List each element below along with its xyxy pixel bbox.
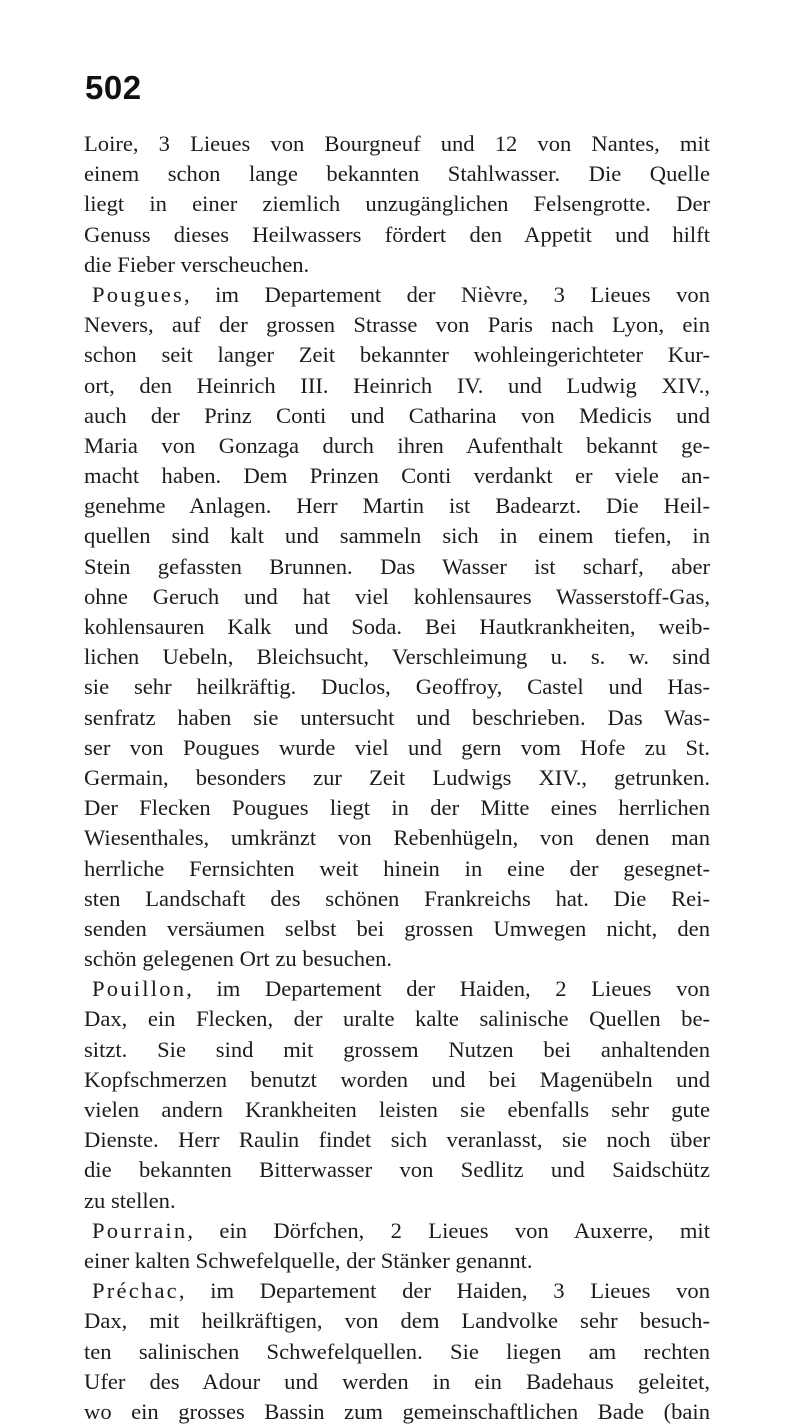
line-text: Der Flecken Pougues liegt in der Mitte eines herrlichen	[84, 795, 710, 821]
line-text: quellen sind kalt und sammeln sich in einem tiefen, in	[84, 523, 710, 549]
line-text: sitzt. Sie sind mit grossem Nutzen bei anhaltenden	[84, 1036, 710, 1062]
text-line	[84, 220, 710, 250]
line-text: Germain, besonders zur Zeit Ludwigs XIV., getrunken.	[84, 764, 710, 790]
line-text: auch der Prinz Conti und Catharina von Medicis und	[84, 402, 710, 428]
line-text: ser von Pougues wurde viel und gern vom Hofe zu St.	[84, 734, 710, 760]
text-line	[84, 280, 710, 310]
line-text: genehme Anlagen. Herr Martin ist Badearzt. Die Heil-	[84, 493, 710, 519]
line-text: Stein gefassten Brunnen. Das Wasser ist scharf, aber	[84, 553, 710, 579]
line-text: Loire, 3 Lieues von Bourgneuf und 12 von Nantes, mit	[84, 131, 710, 156]
text-line	[84, 733, 710, 763]
text-line	[84, 1216, 710, 1246]
text-line	[84, 129, 710, 159]
line-text: , im Departement der Haiden, 2 Lieues von	[186, 976, 710, 1002]
text-line	[84, 521, 710, 551]
text-line	[84, 1306, 710, 1336]
line-text: schon seit langer Zeit bekannter wohleingerichteter Kur-	[84, 342, 710, 368]
line-text: kohlensauren Kalk und Soda. Bei Hautkrankheiten, weib-	[84, 614, 710, 639]
text-line	[84, 974, 710, 1004]
line-text: Maria von Gonzaga durch ihren Aufenthalt bekannt ge-	[84, 432, 710, 458]
line-text: herrliche Fernsichten weit hinein in eine der gesegnet-	[84, 855, 710, 881]
line-text: einer kalten Schwefelquelle, der Stänker genannt.	[84, 1247, 533, 1273]
text-line	[84, 189, 710, 219]
line-text: wo ein grosses Bassin zum gemeinschaftlichen Bade (bain	[84, 1398, 710, 1424]
line-text: die Fieber verscheuchen.	[84, 251, 310, 277]
text-line	[84, 1367, 710, 1397]
text-line	[84, 703, 710, 733]
text-line	[84, 854, 710, 884]
text-line	[84, 310, 710, 340]
line-text: liegt in einer ziemlich unzugänglichen Felsengrotte. Der	[84, 191, 710, 217]
text-line	[84, 1035, 710, 1065]
line-text: sten Landschaft des schönen Frankreichs hat. Die Rei-	[84, 885, 710, 911]
place-name: Pougues	[92, 281, 184, 307]
line-text: Ufer des Adour und werden in ein Badehaus geleitet,	[84, 1368, 710, 1394]
line-text: einem schon lange bekannten Stahlwasser. Die Quelle	[84, 161, 710, 187]
line-text: ort, den Heinrich III. Heinrich IV. und Ludwig XIV.,	[84, 372, 710, 398]
line-text: zu stellen.	[84, 1187, 176, 1213]
text-line	[84, 672, 710, 702]
text-line	[84, 340, 710, 370]
text-line	[84, 159, 710, 189]
text-line	[84, 763, 710, 793]
text-line	[84, 491, 710, 521]
text-line	[84, 1246, 710, 1276]
line-text: Genuss dieses Heilwassers fördert den Appetit und hilft	[84, 221, 710, 247]
line-text: Dax, ein Flecken, der uralte kalte salinische Quellen be-	[84, 1006, 710, 1032]
line-text: , im Departement der Nièvre, 3 Lieues von	[183, 281, 710, 307]
line-text: ohne Geruch und hat viel kohlensaures Wasserstoff-Gas,	[84, 583, 710, 609]
line-text: lichen Uebeln, Bleichsucht, Verschleimung u. s. w. sind	[84, 644, 710, 670]
text-line	[84, 612, 710, 642]
text-line	[84, 944, 710, 974]
text-line	[84, 371, 710, 401]
text-line	[84, 823, 710, 853]
place-name: Pouillon	[92, 976, 187, 1002]
line-text: Dienste. Herr Raulin findet sich veranlasst, sie noch über	[84, 1127, 710, 1153]
place-name: Préchac	[92, 1278, 179, 1304]
text-line	[84, 642, 710, 672]
line-text: sie sehr heilkräftig. Duclos, Geoffroy, Castel und Has-	[84, 674, 710, 700]
line-text: , ein Dörfchen, 2 Lieues von Auxerre, mit	[187, 1217, 710, 1243]
line-text: Nevers, auf der grossen Strasse von Paris nach Lyon, ein	[84, 312, 710, 338]
text-line	[84, 552, 710, 582]
line-text: , im Departement der Haiden, 3 Lieues von	[178, 1278, 710, 1304]
text-line	[84, 1004, 710, 1034]
text-line	[84, 1065, 710, 1095]
line-text: ten salinischen Schwefelquellen. Sie liegen am rechten	[84, 1338, 710, 1364]
text-line	[84, 461, 710, 491]
line-text: Dax, mit heilkräftigen, von dem Landvolke sehr besuch-	[84, 1308, 710, 1334]
text-line	[84, 250, 710, 280]
line-text: schön gelegenen Ort zu besuchen.	[84, 946, 393, 972]
line-text: vielen andern Krankheiten leisten sie ebenfalls sehr gute	[84, 1097, 710, 1122]
line-text: senden versäumen selbst bei grossen Umwegen nicht, den	[84, 915, 710, 941]
line-text: Kopfschmerzen benutzt worden und bei Magenübeln und	[84, 1066, 710, 1092]
text-line	[84, 1397, 710, 1427]
body-text	[84, 129, 710, 1427]
text-line	[84, 582, 710, 612]
text-line	[84, 1095, 710, 1125]
line-text: die bekannten Bitterwasser von Sedlitz und Saidschütz	[84, 1157, 710, 1183]
place-name: Pourrain	[92, 1217, 188, 1243]
text-line	[84, 431, 710, 461]
text-line	[84, 1337, 710, 1367]
text-line	[84, 1276, 710, 1306]
text-line	[84, 884, 710, 914]
text-line	[84, 1125, 710, 1155]
text-line	[84, 914, 710, 944]
page-number: 502	[85, 69, 142, 106]
line-text: macht haben. Dem Prinzen Conti verdankt er viele an-	[84, 463, 710, 489]
text-line	[84, 401, 710, 431]
text-line	[84, 1186, 710, 1216]
text-line	[84, 793, 710, 823]
line-text: Wiesenthales, umkränzt von Rebenhügeln, von denen man	[84, 825, 710, 851]
line-text: senfratz haben sie untersucht und beschrieben. Das Was-	[84, 704, 710, 730]
text-line	[84, 1155, 710, 1185]
